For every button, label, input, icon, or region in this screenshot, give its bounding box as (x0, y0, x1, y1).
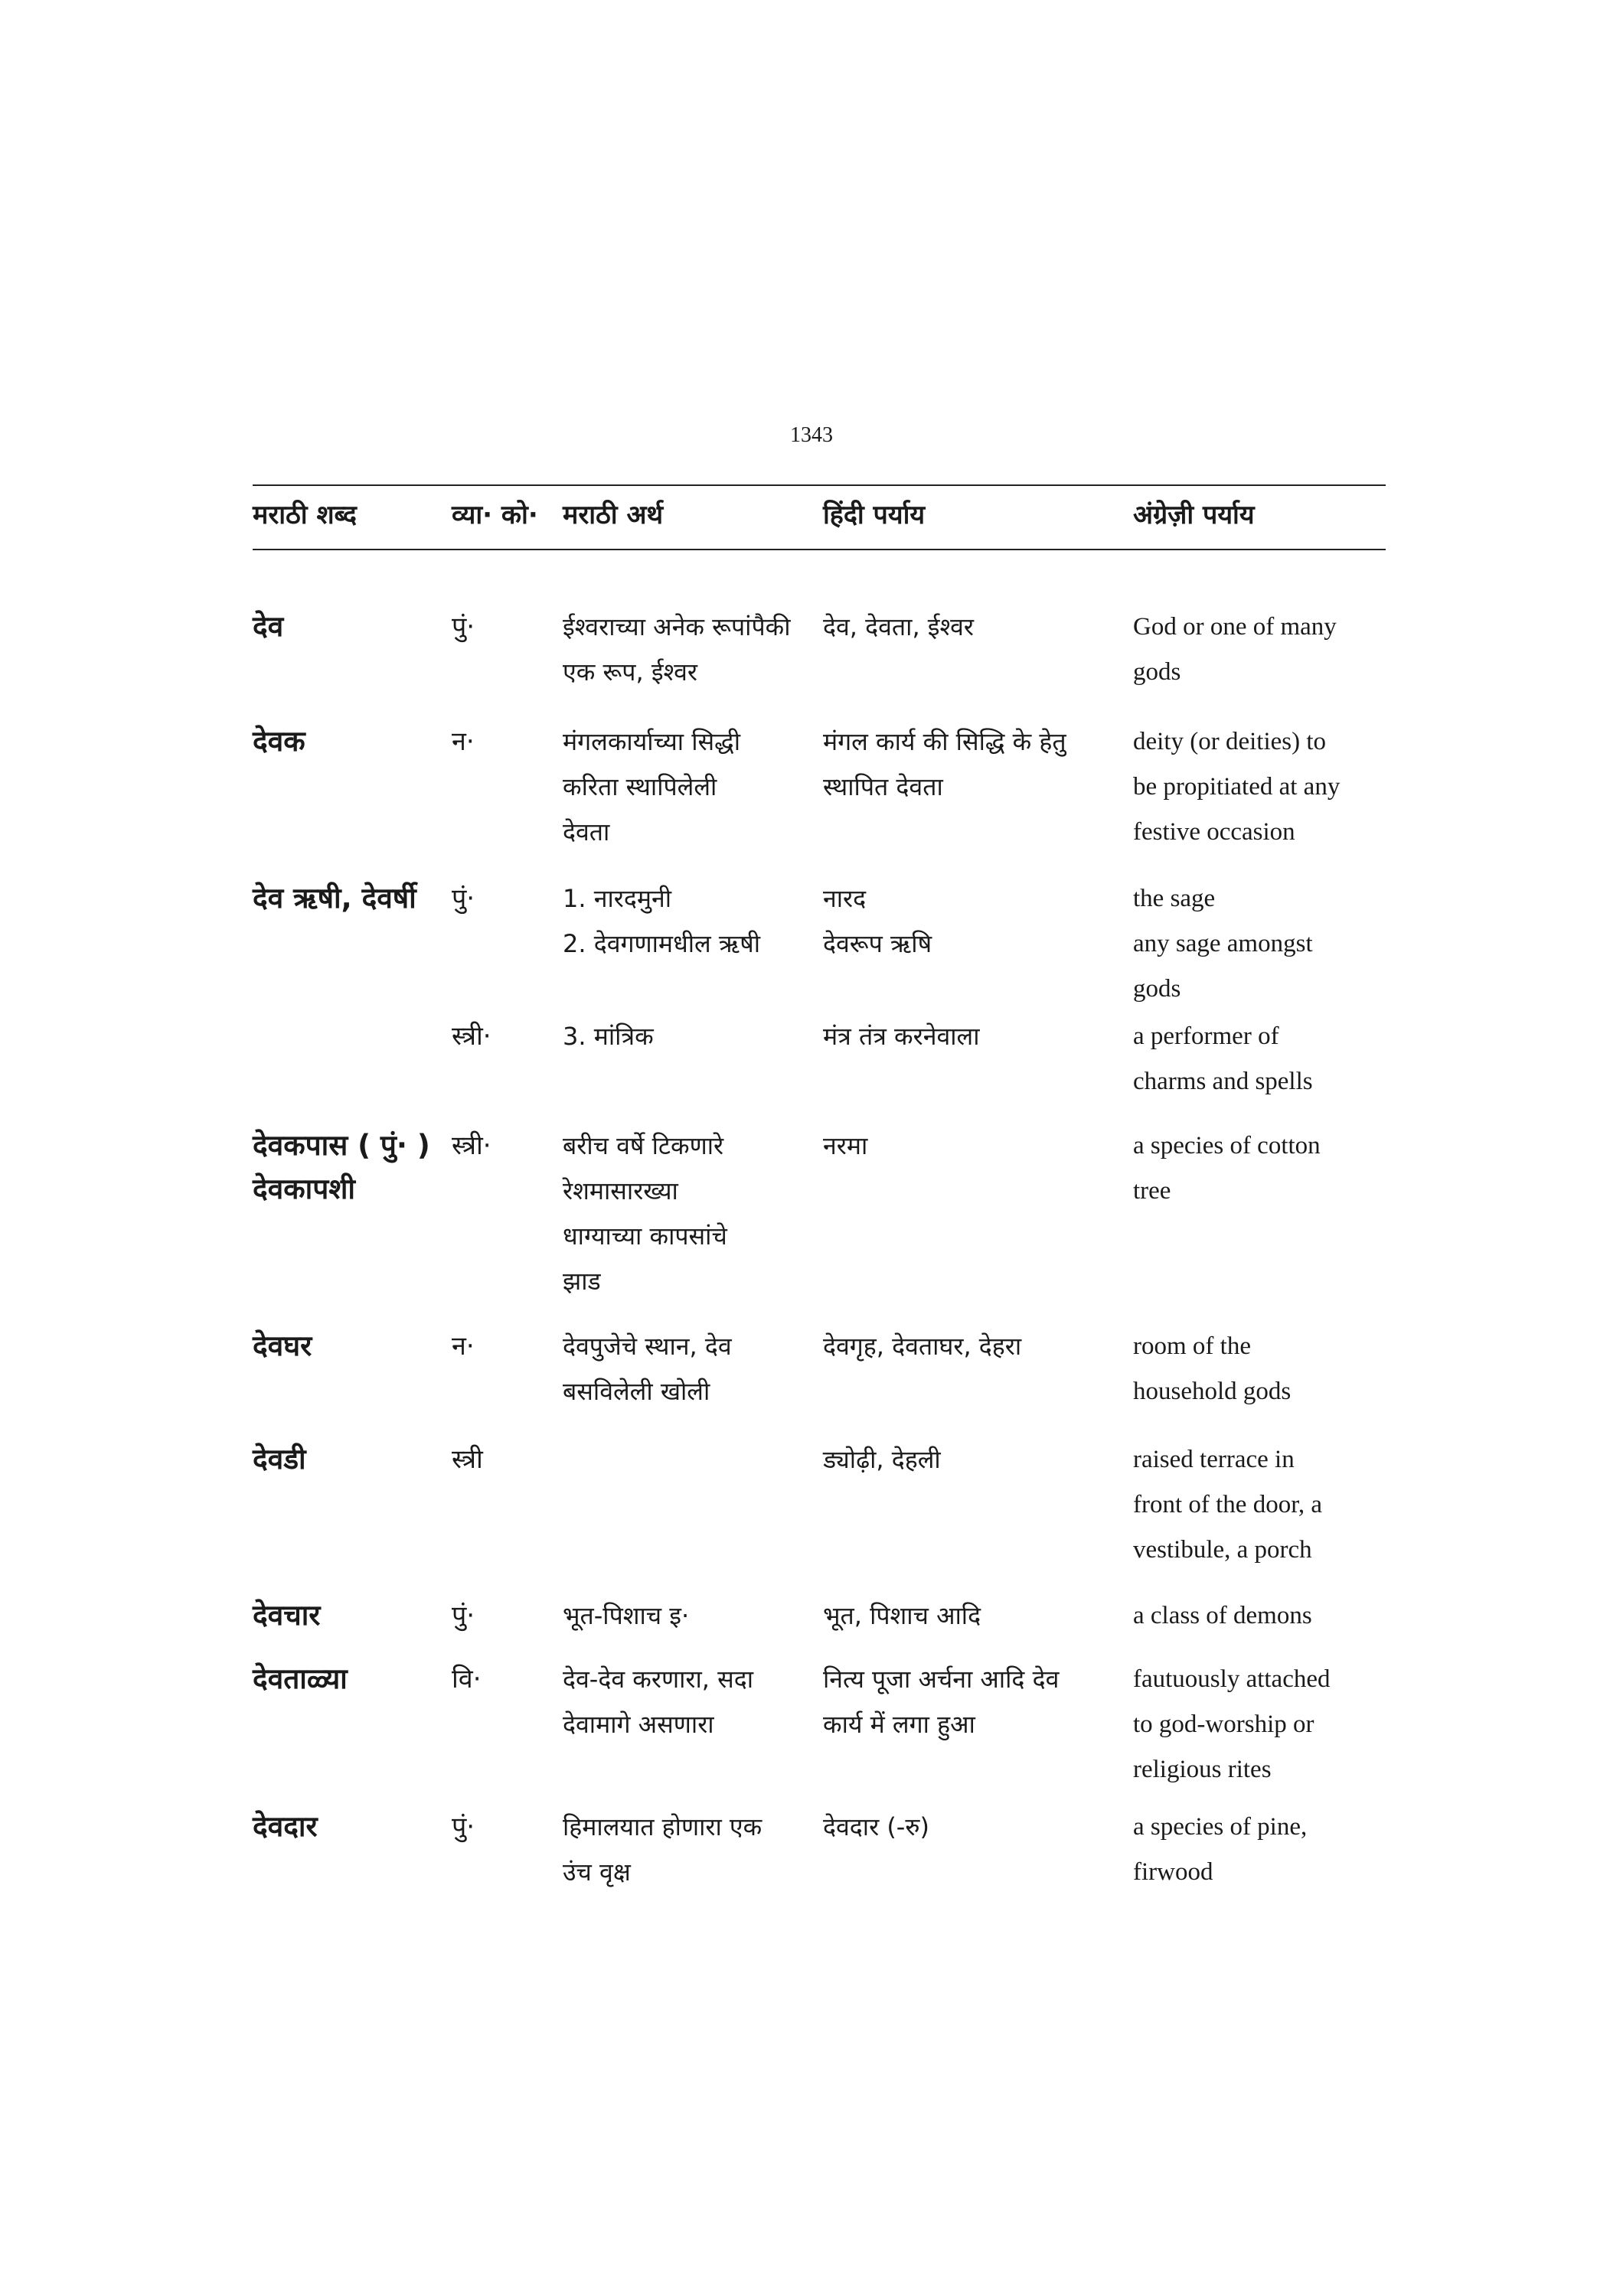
entry-grammar: पुं· (452, 1600, 475, 1631)
entry-english-synonym: a performer of charms and spells (1133, 1022, 1313, 1095)
entry-word: देवडी (253, 1443, 306, 1476)
entry-word: देव (253, 610, 284, 643)
entry-grammar: न· (452, 1331, 475, 1362)
entry-english-synonym: fautuously attached to god-worship or religious rites (1133, 1665, 1331, 1783)
header-grammar: व्या· को· (452, 500, 538, 530)
entry-grammar: न· (452, 726, 475, 757)
page-number: 1343 (790, 423, 833, 447)
entry-hindi-synonym: मंगल कार्य की सिद्धि के हेतु स्थापित देवता (823, 727, 1066, 801)
entry-english-synonym: the sage any sage amongst gods (1133, 885, 1313, 1003)
entry-marathi-meaning: 1. नारदमुनी 2. देवगणामधील ऋषी (563, 884, 760, 958)
entry-hindi-synonym: भूत, पिशाच आदि (823, 1601, 981, 1630)
entry-word: देवघर (253, 1329, 312, 1362)
entry-hindi-synonym: देवदार (-रु) (823, 1812, 929, 1841)
entry-word: देवकपास ( पुं· ) देवकापशी (253, 1129, 430, 1205)
entry-marathi-meaning: हिमालयात होणारा एक उंच वृक्ष (563, 1812, 763, 1887)
entry-grammar: वि· (452, 1664, 482, 1694)
entry-hindi-synonym: ड्योढ़ी, देहली (823, 1445, 941, 1474)
entry-word: देवताळ्या (253, 1662, 348, 1695)
entry-marathi-meaning: मंगलकार्याच्या सिद्धी करिता स्थापिलेली देवता (563, 727, 741, 846)
entry-hindi-synonym: नरमा (823, 1131, 868, 1160)
entry-english-synonym: deity (or deities) to be propitiated at any festive occasion (1133, 728, 1341, 846)
entry-hindi-synonym: मंत्र तंत्र करनेवाला (823, 1022, 980, 1051)
entry-marathi-meaning: भूत-पिशाच इ· (563, 1601, 690, 1630)
entry-grammar: स्त्री· (452, 1021, 491, 1052)
entry-marathi-meaning: देव-देव करणारा, सदा देवामागे असणारा (563, 1665, 754, 1739)
entry-english-synonym: a class of demons (1133, 1602, 1312, 1629)
entry-word: देव ऋषी, देवर्षी (253, 882, 416, 915)
entry-grammar: पुं· (452, 612, 475, 642)
entry-hindi-synonym: नित्य पूजा अर्चना आदि देव कार्य में लगा हुआ (823, 1665, 1060, 1739)
entry-marathi-meaning: बरीच वर्षे टिकणारे रेशमासारख्या धाग्याच्या कापसांचे झाड (563, 1131, 727, 1296)
entry-word: देवचार (253, 1599, 321, 1632)
entry-english-synonym: God or one of many gods (1133, 613, 1337, 686)
header-marathi-meaning: मराठी अर्थ (563, 500, 664, 530)
entry-hindi-synonym: नारद देवरूप ऋषि (823, 884, 932, 958)
entry-hindi-synonym: देवगृह, देवताघर, देहरा (823, 1332, 1022, 1361)
entry-marathi-meaning: 3. मांत्रिक (563, 1022, 654, 1051)
entry-english-synonym: room of the household gods (1133, 1332, 1292, 1405)
header-english-synonym: अंग्रेज़ी पर्याय (1133, 500, 1255, 530)
entry-english-synonym: raised terrace in front of the door, a vestibule, a porch (1133, 1446, 1323, 1564)
entry-grammar: पुं· (452, 883, 475, 914)
entry-hindi-synonym: देव, देवता, ईश्वर (823, 612, 974, 641)
entry-english-synonym: a species of cotton tree (1133, 1132, 1321, 1205)
entry-word: देवक (253, 725, 305, 758)
entry-english-synonym: a species of pine, firwood (1133, 1813, 1308, 1886)
entry-word: देवदार (253, 1810, 318, 1843)
entry-marathi-meaning: ईश्वराच्या अनेक रूपांपैकी एक रूप, ईश्वर (563, 612, 791, 687)
entry-grammar: स्त्री (452, 1444, 483, 1475)
header-hindi-synonym: हिंदी पर्याय (823, 500, 926, 530)
entry-grammar: स्त्री· (452, 1130, 491, 1161)
header-marathi-word: मराठी शब्द (253, 500, 357, 530)
entry-grammar: पुं· (452, 1812, 475, 1842)
entry-marathi-meaning: देवपुजेचे स्थान, देव बसविलेली खोली (563, 1332, 732, 1406)
